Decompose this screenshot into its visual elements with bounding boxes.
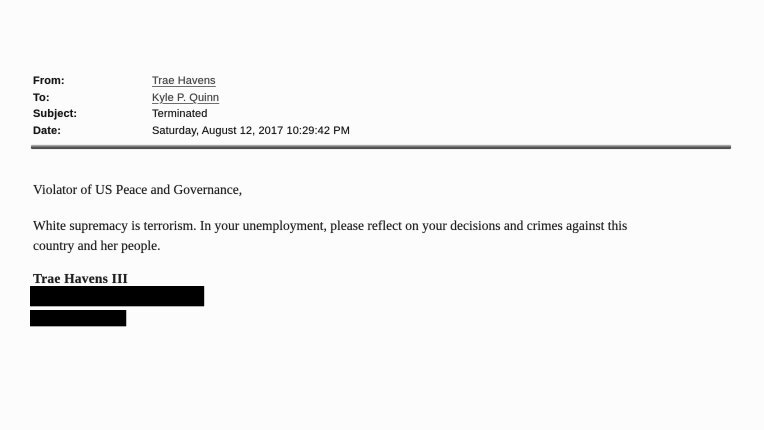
header-divider-rule — [31, 145, 731, 149]
email-header — [33, 73, 350, 139]
signature: Trae Havens III — [33, 271, 129, 286]
header-row-date — [33, 123, 350, 140]
to-value-link[interactable]: Kyle P. Quinn — [152, 91, 220, 104]
date-value: Saturday, August 12, 2017 10:29:42 PM — [152, 124, 350, 137]
redaction-bar-1 — [30, 286, 204, 306]
body-paragraph-line-2: country and her people. — [33, 238, 161, 253]
body-paragraph-line-1: White supremacy is terrorism. In your unemployment, please reflect on your decisions and crimes against this — [33, 218, 628, 233]
header-row-subject — [33, 106, 350, 123]
header-row-to — [33, 90, 350, 107]
date-label: Date: — [33, 124, 62, 137]
body-paragraph — [33, 216, 723, 256]
subject-value: Terminated — [152, 108, 208, 120]
redaction-bar-2 — [30, 310, 126, 326]
from-label: From: — [33, 75, 65, 87]
to-label: To: — [33, 91, 50, 104]
header-row-from — [33, 73, 350, 90]
salutation: Violator of US Peace and Governance, — [33, 182, 243, 197]
subject-label: Subject: — [33, 108, 78, 120]
from-value-link[interactable]: Trae Havens — [152, 75, 216, 87]
